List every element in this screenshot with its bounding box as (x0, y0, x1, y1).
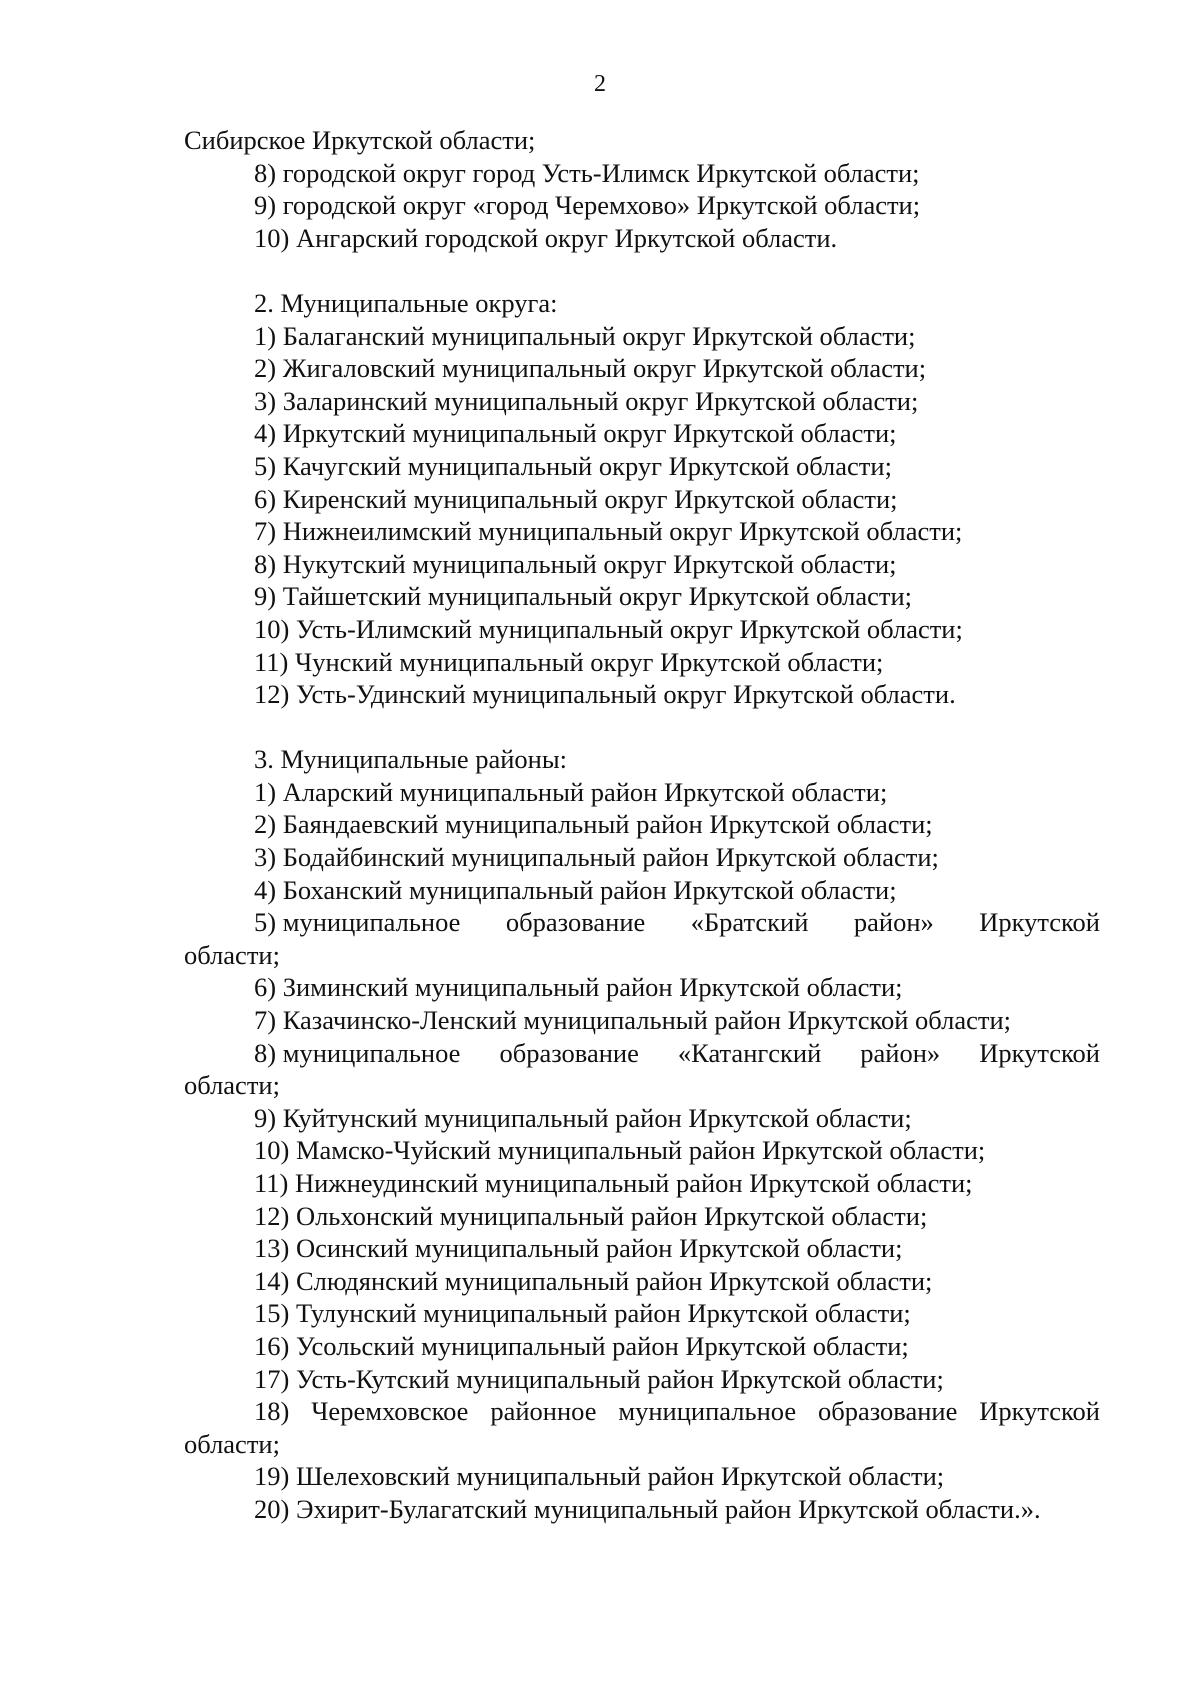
continuation-line: Сибирское Иркутской области; (184, 125, 536, 155)
list-item: 8) городской округ город Усть-Илимск Иркутской области; (254, 157, 920, 188)
document-body (184, 124, 1100, 1526)
list-item: 19) Шелеховский муниципальный район Иркутской области; (254, 1461, 945, 1492)
word: образование (505, 907, 646, 938)
word: муниципальное (618, 1396, 797, 1427)
word: «Братский (690, 907, 809, 938)
list-item: 17) Усть-Кутский муниципальный район Иркутской области; (254, 1363, 944, 1394)
list-item: 6) Киренский муниципальный округ Иркутской области; (254, 483, 898, 514)
list-item: 2) Баяндаевский муниципальный район Иркутской области; (254, 809, 933, 840)
list-item: 4) Боханский муниципальный район Иркутской области; (254, 874, 897, 905)
word: район» (853, 907, 934, 938)
list-item: 1) Аларский муниципальный район Иркутской области; (254, 776, 888, 807)
list-item: 7) Казачинско-Ленский муниципальный район Иркутской области; (254, 1005, 1011, 1036)
word: образование (817, 1396, 958, 1427)
list-item: 7) Нижнеилимский муниципальный округ Иркутской области; (254, 516, 963, 547)
list-item: 12) Усть-Удинский муниципальный округ Иркутской области. (254, 679, 956, 710)
list-item: 14) Слюдянский муниципальный район Иркутской области; (254, 1265, 933, 1296)
wrapped-line: области; (184, 1070, 280, 1101)
list-item: 1) Балаганский муниципальный округ Иркутской области; (254, 320, 916, 351)
list-item: 11) Чунский муниципальный округ Иркутской области; (254, 646, 884, 677)
list-item: 3) Заларинский муниципальный округ Иркутской области; (254, 385, 919, 416)
list-item: 12) Ольхонский муниципальный район Иркутской области; (254, 1200, 928, 1231)
list-item: 9) городской округ «город Черемхово» Иркутской области; (254, 190, 921, 221)
list-item: 10) Мамско-Чуйский муниципальный район Иркутской области; (254, 1135, 986, 1166)
word: районное (490, 1396, 597, 1427)
list-item: 6) Зиминский муниципальный район Иркутской области; (254, 972, 903, 1003)
word: Иркутской (979, 1396, 1100, 1427)
word: 5) муниципальное (254, 907, 461, 938)
section-heading-okrugs: 2. Муниципальные округа: (254, 287, 558, 318)
wrapped-line: области; (184, 1428, 280, 1459)
list-item: 10) Усть-Илимский муниципальный округ Иркутской области; (254, 613, 963, 644)
word: Иркутской (979, 1037, 1100, 1068)
list-item: 4) Иркутский муниципальный округ Иркутской области; (254, 418, 897, 449)
spacer (184, 711, 1100, 744)
word: Иркутской (979, 907, 1100, 938)
list-item: 8) Нукутский муниципальный округ Иркутской области; (254, 548, 897, 579)
word: 8) муниципальное (254, 1037, 461, 1068)
list-item: 3) Бодайбинский муниципальный район Иркутской области; (254, 842, 939, 873)
word: Черемховское (311, 1396, 469, 1427)
list-item: 5) Качугский муниципальный округ Иркутской области; (254, 450, 892, 481)
word: образование (499, 1037, 639, 1068)
list-item-justified (184, 1395, 1100, 1428)
word: «Катангский (677, 1037, 822, 1068)
page-number: 2 (594, 71, 606, 97)
list-item-justified (184, 1037, 1100, 1070)
list-item: 9) Куйтунский муниципальный район Иркутской области; (254, 1102, 912, 1133)
list-item: 2) Жигаловский муниципальный округ Иркутской области; (254, 353, 927, 384)
list-item: 20) Эхирит-Булагатский муниципальный район Иркутской области.». (254, 1493, 1041, 1524)
list-item: 10) Ангарский городской округ Иркутской области. (254, 222, 838, 253)
word: район» (860, 1037, 941, 1068)
list-item: 15) Тулунский муниципальный район Иркутской области; (254, 1298, 911, 1329)
word: 18) (254, 1396, 290, 1427)
section-heading-raions: 3. Муниципальные районы: (254, 744, 568, 775)
list-item: 11) Нижнеудинский муниципальный район Иркутской области; (254, 1168, 973, 1198)
spacer (184, 254, 1100, 287)
list-item-justified (184, 906, 1100, 939)
wrapped-line: области; (184, 939, 280, 970)
list-item: 16) Усольский муниципальный район Иркутской области; (254, 1330, 909, 1361)
list-item: 13) Осинский муниципальный район Иркутской области; (254, 1233, 903, 1264)
list-item: 9) Тайшетский муниципальный округ Иркутской области; (254, 581, 912, 612)
